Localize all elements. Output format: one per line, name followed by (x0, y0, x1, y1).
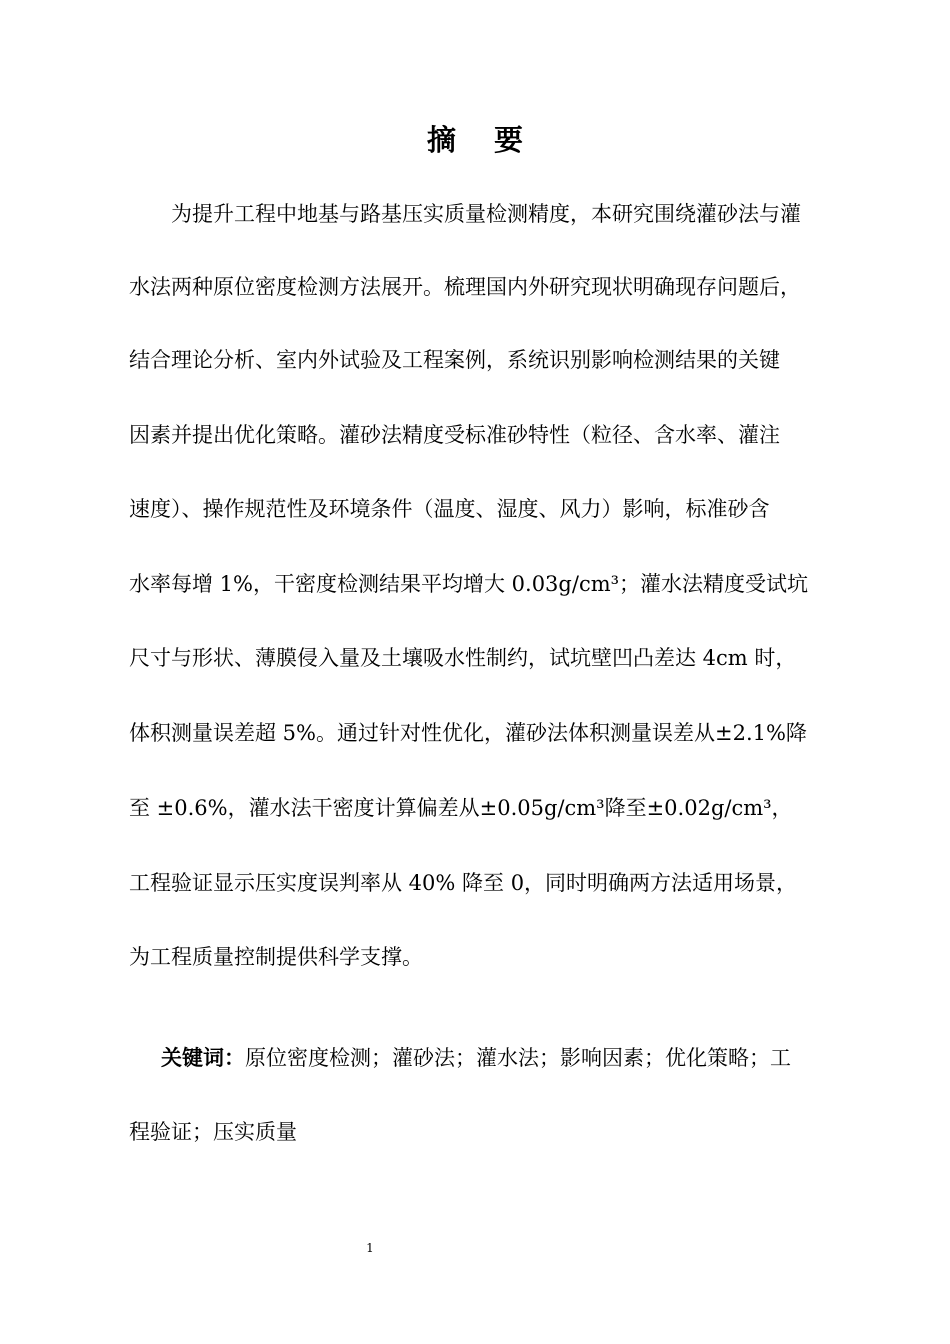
keywords-line (161, 1043, 829, 1073)
abstract-title: 摘要 (426, 123, 561, 157)
abstract-line: 为工程质量控制提供科学支撑。 (129, 945, 423, 969)
abstract-line: 结合理论分析、室内外试验及工程案例，系统识别影响检测结果的关键 (129, 348, 780, 372)
abstract-line: 因素并提出优化策略。灌砂法精度受标准砂特性（粒径、含水率、灌注 (129, 423, 780, 447)
keywords-text: 原位密度检测；灌砂法；灌水法；影响因素；优化策略；工 (245, 1046, 791, 1070)
abstract-line: 工程验证显示压实度误判率从 40% 降至 0，同时明确两方法适用场景， (129, 871, 798, 895)
abstract-line: 为提升工程中地基与路基压实质量检测精度，本研究围绕灌砂法与灌 (129, 202, 801, 226)
keywords-label: 关键词： (161, 1046, 245, 1070)
keywords-continuation: 程验证；压实质量 (129, 1120, 297, 1144)
abstract-line: 尺寸与形状、薄膜侵入量及土壤吸水性制约，试坑壁凹凸差达 4cm 时， (129, 646, 797, 670)
abstract-line: 水率每增 1%，干密度检测结果平均增大 0.03g/cm³；灌水法精度受试坑 (129, 572, 809, 596)
abstract-line: 至 ±0.6%，灌水法干密度计算偏差从±0.05g/cm³降至±0.02g/cm³， (129, 796, 793, 820)
page-number: 1 (366, 1241, 374, 1255)
abstract-line: 体积测量误差超 5%。通过针对性优化，灌砂法体积测量误差从±2.1%降 (129, 721, 807, 745)
abstract-line: 水法两种原位密度检测方法展开。梳理国内外研究现状明确现存问题后， (129, 275, 801, 299)
abstract-line: 速度）、操作规范性及环境条件（温度、湿度、风力）影响，标准砂含 (129, 497, 770, 521)
